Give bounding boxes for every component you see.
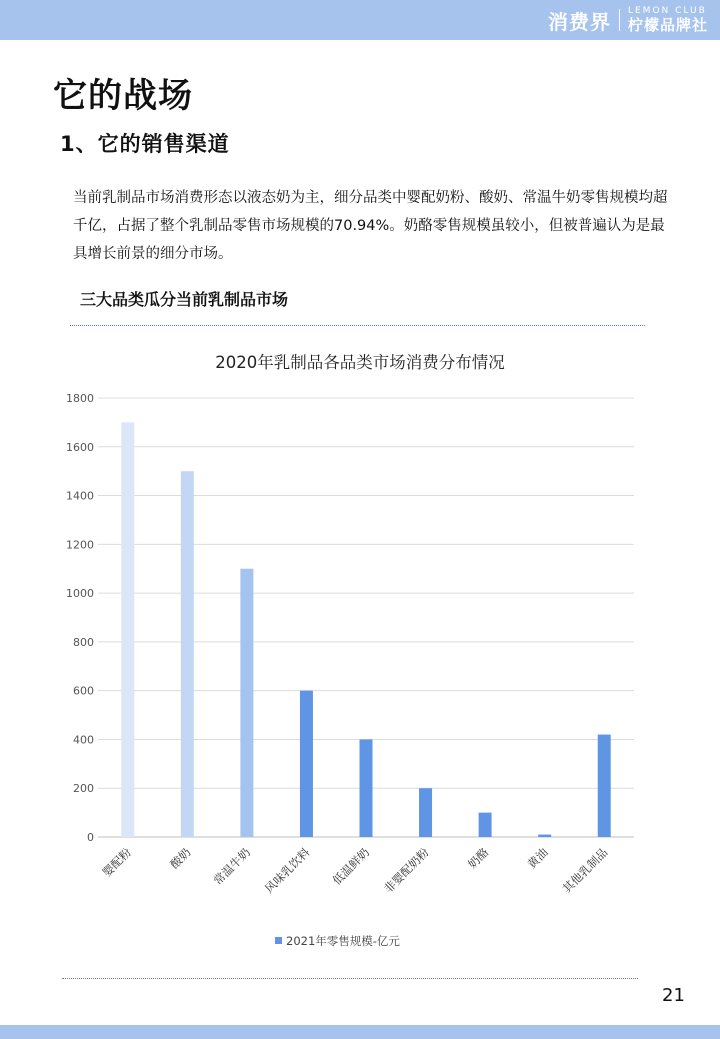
x-category-label: 黄油: [524, 845, 551, 872]
x-category-label: 非婴配奶粉: [381, 845, 432, 896]
bar: [121, 422, 134, 837]
bar: [300, 691, 313, 837]
y-tick-label: 1800: [66, 392, 94, 405]
brand-english-text: LEMON CLUB: [627, 6, 707, 16]
brand-sub: [628, 7, 708, 33]
footer-bar: [0, 1025, 720, 1039]
page-title: 它的战场: [53, 76, 193, 116]
bar: [419, 788, 432, 837]
y-tick-label: 400: [73, 733, 94, 747]
bar-chart: [0, 340, 720, 970]
x-category-label: 婴配粉: [99, 845, 134, 880]
bar: [181, 471, 194, 837]
bar: [598, 735, 611, 837]
y-tick-label: 0: [87, 831, 94, 844]
chart-x-axis: [100, 845, 611, 896]
dotted-divider-bottom: [62, 978, 638, 979]
x-category-label: 奶酪: [465, 845, 492, 872]
bar: [360, 739, 373, 837]
brand-main-text: 消费界: [547, 9, 611, 34]
chart-bars: [121, 422, 610, 837]
chart-legend: [275, 934, 400, 948]
x-category-label: 低温鲜奶: [329, 845, 373, 888]
legend-swatch: [275, 937, 282, 944]
x-category-label: 风味乳饮料: [262, 845, 313, 896]
brand-divider: [619, 9, 620, 31]
y-tick-label: 200: [73, 782, 94, 796]
x-category-label: 其他乳制品: [559, 845, 611, 896]
section-title: 1、它的销售渠道: [60, 132, 230, 156]
brand-logo: [548, 4, 708, 36]
bar: [538, 835, 551, 837]
legend-label: 2021年零售规模-亿元: [286, 934, 400, 948]
bar: [240, 569, 253, 837]
chart-title: 2020年乳制品各品类市场消费分布情况: [215, 353, 505, 372]
page-number: 21: [662, 985, 685, 1006]
y-tick-label: 600: [73, 684, 94, 698]
y-tick-label: 1000: [66, 587, 94, 601]
chart-y-axis: [66, 392, 94, 844]
body-paragraph: 当前乳制品市场消费形态以液态奶为主，细分品类中婴配奶粉、酸奶、常温牛奶零售规模均超千亿，占据了整个乳制品零售市场规模的70.94%。奶酪零售规模虽较小，但被普遍认为是最具增长前景的细分市场。: [73, 190, 668, 262]
y-tick-label: 1400: [66, 489, 94, 503]
subsection-title: 三大品类瓜分当前乳制品市场: [80, 290, 289, 309]
header-bar: [0, 0, 720, 40]
bar: [479, 813, 492, 837]
dotted-divider-top: [70, 325, 645, 326]
y-tick-label: 1600: [66, 440, 94, 454]
y-tick-label: 800: [73, 635, 94, 649]
x-category-label: 酸奶: [167, 845, 194, 872]
y-tick-label: 1200: [66, 538, 94, 552]
brand-chinese-text: 柠檬品牌社: [627, 16, 708, 34]
x-category-label: 常温牛奶: [210, 845, 254, 888]
